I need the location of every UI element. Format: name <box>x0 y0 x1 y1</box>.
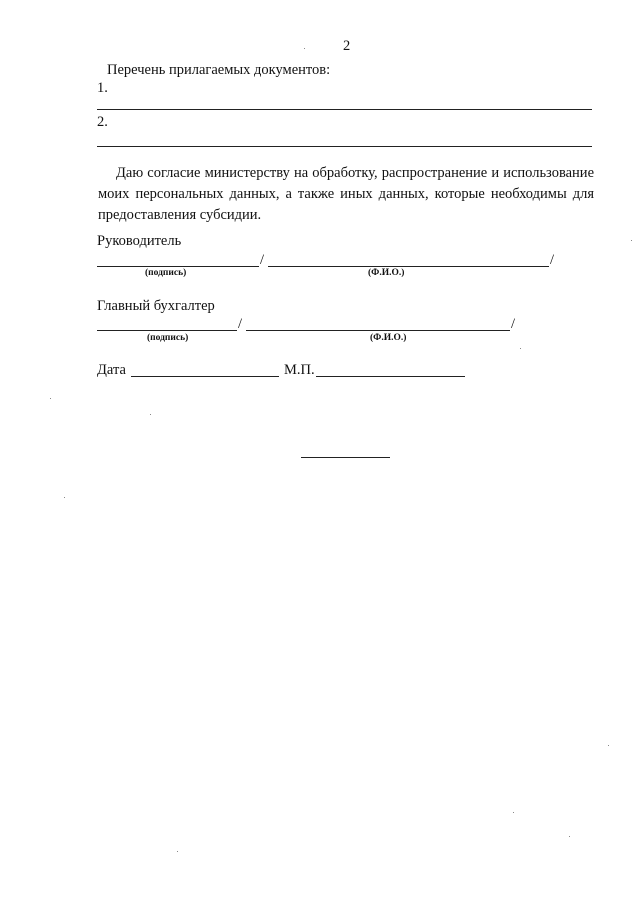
scan-speck <box>513 812 514 813</box>
accountant-name-line <box>246 330 510 331</box>
accountant-signature-caption: (подпись) <box>147 333 189 343</box>
date-line <box>131 376 279 377</box>
consent-text: Даю согласие министерству на обработку, распространение и использование моих персональных данных, а также иных данных, которые необходимы для предоставления субсидии. <box>98 165 594 223</box>
head-slash-2: / <box>550 252 555 268</box>
head-signature-line <box>97 266 259 267</box>
head-signature-caption: (подпись) <box>145 268 187 278</box>
scan-speck <box>50 398 51 399</box>
scan-speck <box>150 414 151 415</box>
date-label: Дата <box>97 362 126 378</box>
attachment-line-1 <box>97 109 592 110</box>
accountant-signature-line <box>97 330 237 331</box>
stamp-line <box>316 376 465 377</box>
scan-speck <box>304 48 305 49</box>
scan-speck <box>177 851 178 852</box>
attachment-item-1: 1. <box>97 80 108 96</box>
consent-paragraph <box>98 163 594 226</box>
accountant-name-caption: (Ф.И.О.) <box>370 333 407 343</box>
scan-speck <box>631 240 632 241</box>
scan-speck <box>520 348 521 349</box>
head-slash-1: / <box>260 252 265 268</box>
accountant-slash-1: / <box>238 316 243 332</box>
attachment-line-2 <box>97 146 592 147</box>
head-name-line <box>268 266 549 267</box>
attachments-heading: Перечень прилагаемых документов: <box>107 62 331 78</box>
scan-speck <box>569 836 570 837</box>
accountant-slash-2: / <box>511 316 516 332</box>
page-number: 2 <box>343 38 351 54</box>
attachment-item-2: 2. <box>97 114 108 130</box>
stamp-label: М.П. <box>284 362 315 378</box>
accountant-title: Главный бухгалтер <box>97 298 215 314</box>
head-name-caption: (Ф.И.О.) <box>368 268 405 278</box>
end-separator-line <box>301 457 390 458</box>
scan-speck <box>608 745 609 746</box>
scan-speck <box>64 497 65 498</box>
head-title: Руководитель <box>97 233 182 249</box>
